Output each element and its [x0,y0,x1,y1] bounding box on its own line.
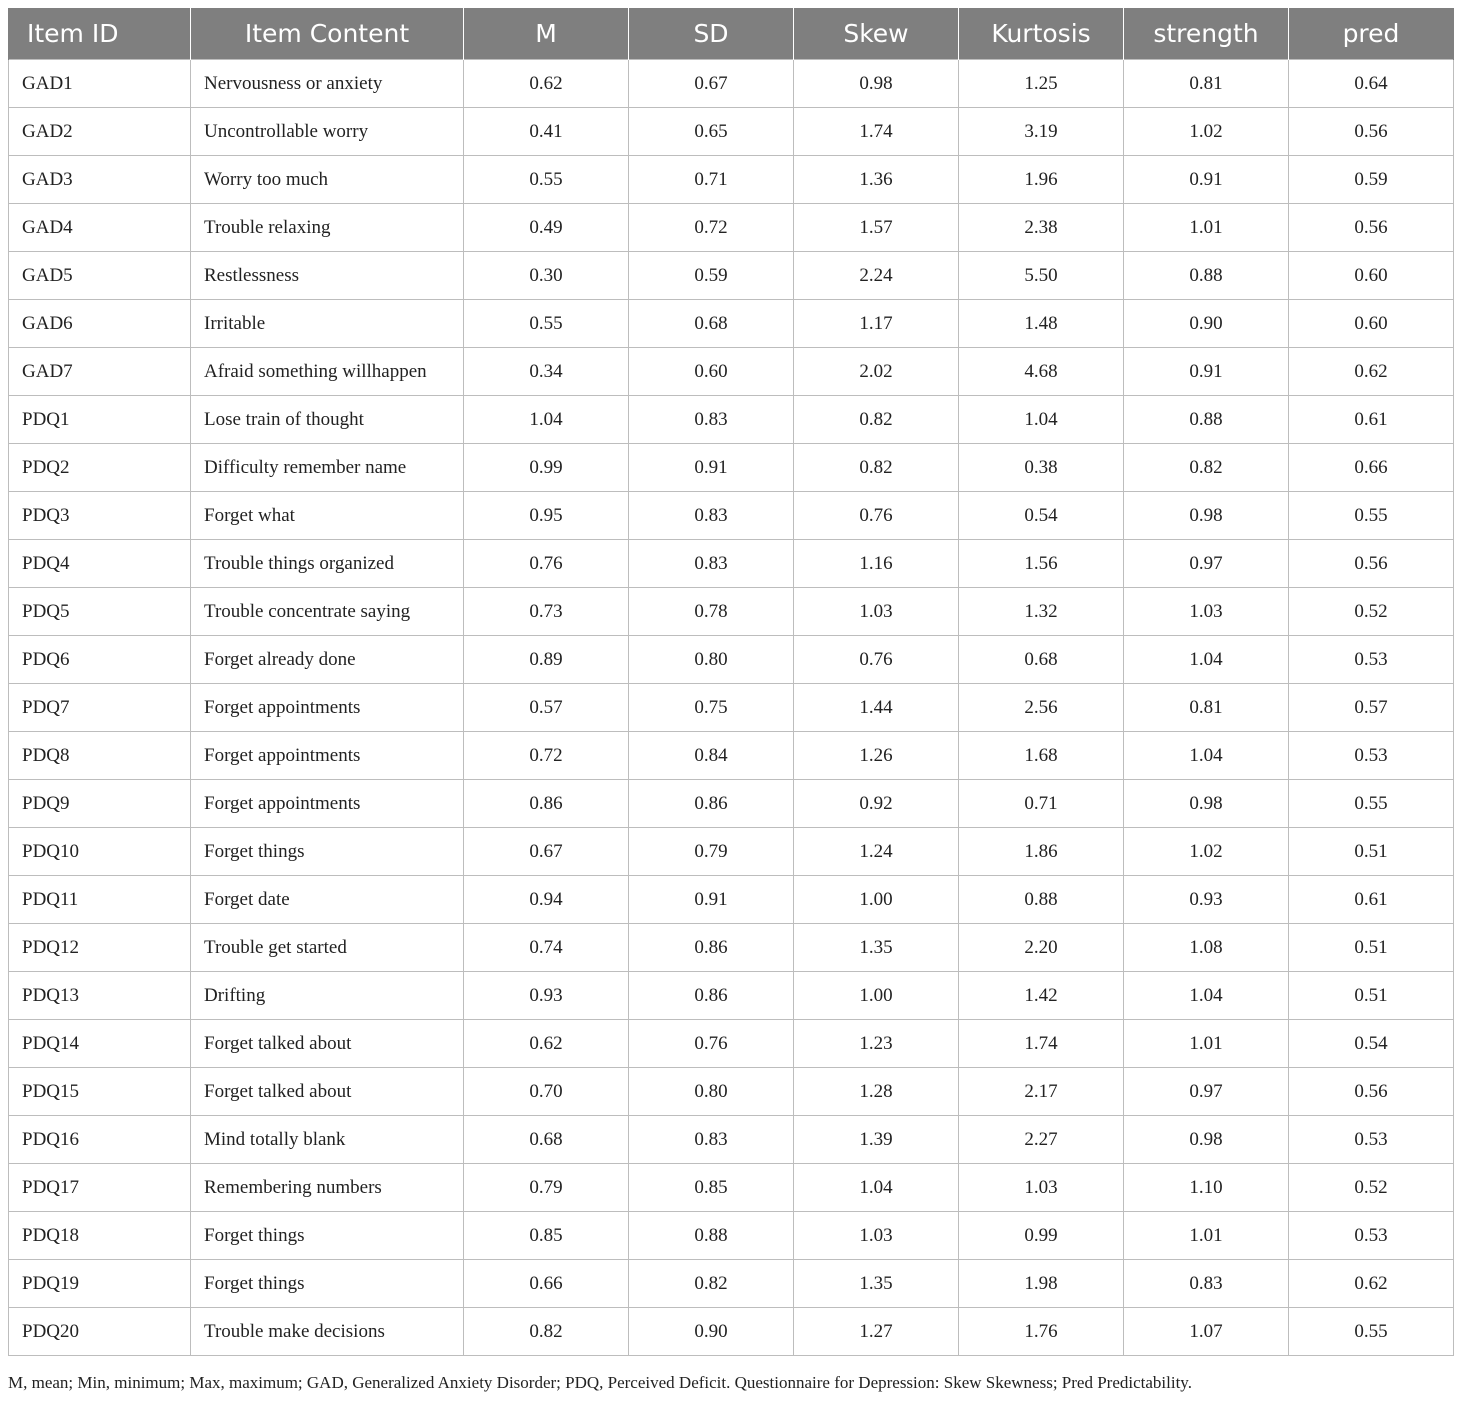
cell-item-content: Trouble get started [191,924,464,972]
cell-kurtosis: 1.76 [959,1308,1124,1356]
cell-pred: 0.52 [1289,1164,1454,1212]
cell-kurtosis: 1.74 [959,1020,1124,1068]
cell-item-id: PDQ10 [9,828,191,876]
cell-pred: 0.51 [1289,972,1454,1020]
header-mean: M [464,8,629,60]
table-header [9,8,1454,60]
cell-item-content: Mind totally blank [191,1116,464,1164]
cell-mean: 0.55 [464,156,629,204]
cell-sd: 0.86 [629,972,794,1020]
header-item-id: Item ID [9,8,191,60]
cell-item-content: Trouble relaxing [191,204,464,252]
cell-kurtosis: 3.19 [959,108,1124,156]
cell-mean: 0.73 [464,588,629,636]
cell-mean: 0.55 [464,300,629,348]
cell-item-id: PDQ17 [9,1164,191,1212]
cell-mean: 0.89 [464,636,629,684]
table-row [9,828,1454,876]
cell-sd: 0.78 [629,588,794,636]
cell-skew: 1.74 [794,108,959,156]
cell-skew: 1.27 [794,1308,959,1356]
cell-pred: 0.53 [1289,1116,1454,1164]
cell-kurtosis: 1.48 [959,300,1124,348]
table-row [9,1068,1454,1116]
cell-sd: 0.91 [629,444,794,492]
cell-strength: 1.01 [1124,1212,1289,1260]
cell-item-id: PDQ3 [9,492,191,540]
cell-mean: 0.86 [464,780,629,828]
cell-pred: 0.61 [1289,876,1454,924]
cell-item-id: GAD4 [9,204,191,252]
cell-skew: 0.92 [794,780,959,828]
cell-skew: 1.17 [794,300,959,348]
cell-item-id: GAD1 [9,60,191,108]
table-row [9,444,1454,492]
cell-mean: 0.41 [464,108,629,156]
cell-pred: 0.52 [1289,588,1454,636]
cell-item-content: Forget already done [191,636,464,684]
cell-pred: 0.64 [1289,60,1454,108]
cell-sd: 0.80 [629,636,794,684]
cell-pred: 0.53 [1289,1212,1454,1260]
header-pred: pred [1289,8,1454,60]
cell-pred: 0.57 [1289,684,1454,732]
cell-strength: 0.91 [1124,348,1289,396]
cell-sd: 0.86 [629,780,794,828]
cell-strength: 1.04 [1124,732,1289,780]
cell-sd: 0.84 [629,732,794,780]
cell-kurtosis: 0.71 [959,780,1124,828]
item-statistics-table-container [8,8,1453,1356]
cell-kurtosis: 1.96 [959,156,1124,204]
cell-strength: 0.98 [1124,492,1289,540]
table-row [9,876,1454,924]
cell-skew: 1.39 [794,1116,959,1164]
cell-kurtosis: 1.32 [959,588,1124,636]
cell-sd: 0.83 [629,1116,794,1164]
cell-pred: 0.51 [1289,924,1454,972]
cell-item-id: GAD7 [9,348,191,396]
cell-pred: 0.53 [1289,636,1454,684]
cell-pred: 0.66 [1289,444,1454,492]
table-row [9,108,1454,156]
table-row [9,732,1454,780]
cell-mean: 0.72 [464,732,629,780]
cell-item-id: PDQ15 [9,1068,191,1116]
cell-mean: 0.94 [464,876,629,924]
cell-strength: 0.81 [1124,684,1289,732]
cell-pred: 0.61 [1289,396,1454,444]
cell-strength: 0.88 [1124,396,1289,444]
cell-item-id: PDQ9 [9,780,191,828]
cell-kurtosis: 0.99 [959,1212,1124,1260]
table-footnote: M, mean; Min, minimum; Max, maximum; GAD, Generalized Anxiety Disorder; PDQ, Perceived Deficit. Questionnaire for Depression: Skew Skewness; Pred Predictability. [8,1373,1192,1392]
cell-pred: 0.60 [1289,252,1454,300]
cell-sd: 0.90 [629,1308,794,1356]
cell-pred: 0.53 [1289,732,1454,780]
table-row [9,684,1454,732]
cell-skew: 1.00 [794,972,959,1020]
cell-sd: 0.91 [629,876,794,924]
cell-item-content: Forget talked about [191,1068,464,1116]
cell-skew: 1.28 [794,1068,959,1116]
cell-item-id: GAD5 [9,252,191,300]
cell-skew: 0.76 [794,636,959,684]
cell-skew: 2.02 [794,348,959,396]
cell-item-content: Restlessness [191,252,464,300]
cell-sd: 0.67 [629,60,794,108]
table-row [9,204,1454,252]
cell-strength: 1.04 [1124,636,1289,684]
cell-sd: 0.60 [629,348,794,396]
header-sd: SD [629,8,794,60]
cell-kurtosis: 0.68 [959,636,1124,684]
cell-strength: 1.04 [1124,972,1289,1020]
cell-skew: 1.03 [794,588,959,636]
cell-sd: 0.83 [629,396,794,444]
cell-strength: 0.83 [1124,1260,1289,1308]
cell-item-id: GAD6 [9,300,191,348]
cell-mean: 0.67 [464,828,629,876]
cell-kurtosis: 1.68 [959,732,1124,780]
cell-strength: 0.91 [1124,156,1289,204]
cell-item-id: GAD2 [9,108,191,156]
cell-skew: 1.35 [794,1260,959,1308]
cell-kurtosis: 1.98 [959,1260,1124,1308]
cell-mean: 0.57 [464,684,629,732]
cell-kurtosis: 1.56 [959,540,1124,588]
cell-item-content: Remembering numbers [191,1164,464,1212]
table-row [9,1020,1454,1068]
cell-kurtosis: 1.03 [959,1164,1124,1212]
cell-item-content: Forget things [191,1260,464,1308]
cell-strength: 0.93 [1124,876,1289,924]
cell-mean: 0.34 [464,348,629,396]
cell-item-id: PDQ20 [9,1308,191,1356]
cell-strength: 0.97 [1124,540,1289,588]
cell-item-id: PDQ14 [9,1020,191,1068]
table-row [9,1164,1454,1212]
cell-skew: 1.23 [794,1020,959,1068]
cell-mean: 0.30 [464,252,629,300]
cell-skew: 0.76 [794,492,959,540]
cell-sd: 0.80 [629,1068,794,1116]
cell-strength: 0.88 [1124,252,1289,300]
table-row [9,396,1454,444]
cell-item-content: Forget appointments [191,684,464,732]
cell-pred: 0.55 [1289,492,1454,540]
cell-mean: 0.79 [464,1164,629,1212]
cell-mean: 1.04 [464,396,629,444]
cell-skew: 0.82 [794,396,959,444]
cell-strength: 0.81 [1124,60,1289,108]
cell-item-content: Forget date [191,876,464,924]
cell-pred: 0.62 [1289,348,1454,396]
cell-sd: 0.71 [629,156,794,204]
cell-pred: 0.56 [1289,1068,1454,1116]
cell-item-content: Lose train of thought [191,396,464,444]
cell-kurtosis: 4.68 [959,348,1124,396]
table-row [9,588,1454,636]
cell-item-id: PDQ19 [9,1260,191,1308]
table-row [9,1212,1454,1260]
cell-mean: 0.70 [464,1068,629,1116]
header-kurtosis: Kurtosis [959,8,1124,60]
cell-skew: 1.00 [794,876,959,924]
header-row [9,8,1454,60]
cell-kurtosis: 0.54 [959,492,1124,540]
cell-skew: 1.16 [794,540,959,588]
table-row [9,1308,1454,1356]
cell-sd: 0.83 [629,492,794,540]
cell-pred: 0.51 [1289,828,1454,876]
cell-item-content: Forget appointments [191,780,464,828]
cell-pred: 0.60 [1289,300,1454,348]
cell-item-content: Trouble things organized [191,540,464,588]
cell-pred: 0.55 [1289,1308,1454,1356]
cell-item-content: Worry too much [191,156,464,204]
cell-skew: 1.57 [794,204,959,252]
cell-item-id: PDQ1 [9,396,191,444]
cell-item-id: PDQ5 [9,588,191,636]
cell-strength: 0.82 [1124,444,1289,492]
cell-sd: 0.86 [629,924,794,972]
cell-kurtosis: 5.50 [959,252,1124,300]
cell-strength: 0.98 [1124,780,1289,828]
cell-item-id: PDQ4 [9,540,191,588]
cell-mean: 0.49 [464,204,629,252]
cell-mean: 0.76 [464,540,629,588]
cell-strength: 0.90 [1124,300,1289,348]
cell-kurtosis: 0.38 [959,444,1124,492]
cell-item-content: Trouble make decisions [191,1308,464,1356]
table-row [9,540,1454,588]
table-row [9,636,1454,684]
cell-pred: 0.55 [1289,780,1454,828]
cell-skew: 1.04 [794,1164,959,1212]
header-item-content: Item Content [191,8,464,60]
cell-item-content: Trouble concentrate saying [191,588,464,636]
table-row [9,1260,1454,1308]
table-row [9,972,1454,1020]
cell-sd: 0.85 [629,1164,794,1212]
cell-item-id: PDQ6 [9,636,191,684]
cell-skew: 1.03 [794,1212,959,1260]
cell-kurtosis: 1.25 [959,60,1124,108]
cell-pred: 0.56 [1289,108,1454,156]
table-row [9,156,1454,204]
cell-mean: 0.95 [464,492,629,540]
table-row [9,924,1454,972]
cell-item-content: Afraid something willhappen [191,348,464,396]
cell-item-content: Forget talked about [191,1020,464,1068]
cell-item-id: PDQ16 [9,1116,191,1164]
cell-mean: 0.66 [464,1260,629,1308]
cell-mean: 0.62 [464,1020,629,1068]
cell-kurtosis: 0.88 [959,876,1124,924]
cell-kurtosis: 2.20 [959,924,1124,972]
cell-strength: 1.08 [1124,924,1289,972]
cell-item-id: PDQ18 [9,1212,191,1260]
table-row [9,300,1454,348]
cell-item-id: PDQ13 [9,972,191,1020]
cell-item-content: Drifting [191,972,464,1020]
cell-sd: 0.83 [629,540,794,588]
header-strength: strength [1124,8,1289,60]
cell-kurtosis: 2.17 [959,1068,1124,1116]
cell-strength: 1.01 [1124,1020,1289,1068]
cell-sd: 0.65 [629,108,794,156]
cell-skew: 1.35 [794,924,959,972]
cell-mean: 0.68 [464,1116,629,1164]
cell-pred: 0.54 [1289,1020,1454,1068]
cell-strength: 0.97 [1124,1068,1289,1116]
table-row [9,492,1454,540]
cell-item-id: PDQ2 [9,444,191,492]
cell-skew: 1.24 [794,828,959,876]
cell-item-content: Forget things [191,1212,464,1260]
cell-kurtosis: 1.04 [959,396,1124,444]
cell-pred: 0.56 [1289,540,1454,588]
cell-strength: 0.98 [1124,1116,1289,1164]
cell-sd: 0.72 [629,204,794,252]
cell-sd: 0.82 [629,1260,794,1308]
cell-item-id: PDQ7 [9,684,191,732]
table-row [9,348,1454,396]
cell-item-content: Forget what [191,492,464,540]
cell-sd: 0.79 [629,828,794,876]
cell-item-content: Difficulty remember name [191,444,464,492]
cell-mean: 0.62 [464,60,629,108]
item-statistics-table [8,8,1454,1356]
cell-item-id: PDQ8 [9,732,191,780]
table-row [9,780,1454,828]
cell-mean: 0.99 [464,444,629,492]
cell-mean: 0.82 [464,1308,629,1356]
cell-pred: 0.56 [1289,204,1454,252]
table-row [9,60,1454,108]
cell-sd: 0.75 [629,684,794,732]
cell-skew: 2.24 [794,252,959,300]
cell-sd: 0.59 [629,252,794,300]
cell-kurtosis: 2.38 [959,204,1124,252]
cell-mean: 0.85 [464,1212,629,1260]
cell-strength: 1.02 [1124,108,1289,156]
cell-skew: 1.44 [794,684,959,732]
cell-item-content: Forget things [191,828,464,876]
cell-item-content: Irritable [191,300,464,348]
cell-strength: 1.07 [1124,1308,1289,1356]
cell-kurtosis: 2.56 [959,684,1124,732]
cell-skew: 0.98 [794,60,959,108]
cell-kurtosis: 1.86 [959,828,1124,876]
cell-mean: 0.93 [464,972,629,1020]
cell-item-content: Nervousness or anxiety [191,60,464,108]
cell-pred: 0.62 [1289,1260,1454,1308]
cell-strength: 1.02 [1124,828,1289,876]
cell-kurtosis: 2.27 [959,1116,1124,1164]
cell-skew: 1.36 [794,156,959,204]
cell-item-id: GAD3 [9,156,191,204]
header-skew: Skew [794,8,959,60]
table-row [9,252,1454,300]
cell-mean: 0.74 [464,924,629,972]
cell-strength: 1.01 [1124,204,1289,252]
cell-sd: 0.88 [629,1212,794,1260]
cell-kurtosis: 1.42 [959,972,1124,1020]
table-body [9,60,1454,1356]
cell-pred: 0.59 [1289,156,1454,204]
cell-strength: 1.10 [1124,1164,1289,1212]
cell-sd: 0.68 [629,300,794,348]
cell-item-content: Forget appointments [191,732,464,780]
cell-strength: 1.03 [1124,588,1289,636]
cell-item-content: Uncontrollable worry [191,108,464,156]
cell-skew: 1.26 [794,732,959,780]
cell-item-id: PDQ12 [9,924,191,972]
cell-skew: 0.82 [794,444,959,492]
cell-sd: 0.76 [629,1020,794,1068]
cell-item-id: PDQ11 [9,876,191,924]
table-row [9,1116,1454,1164]
